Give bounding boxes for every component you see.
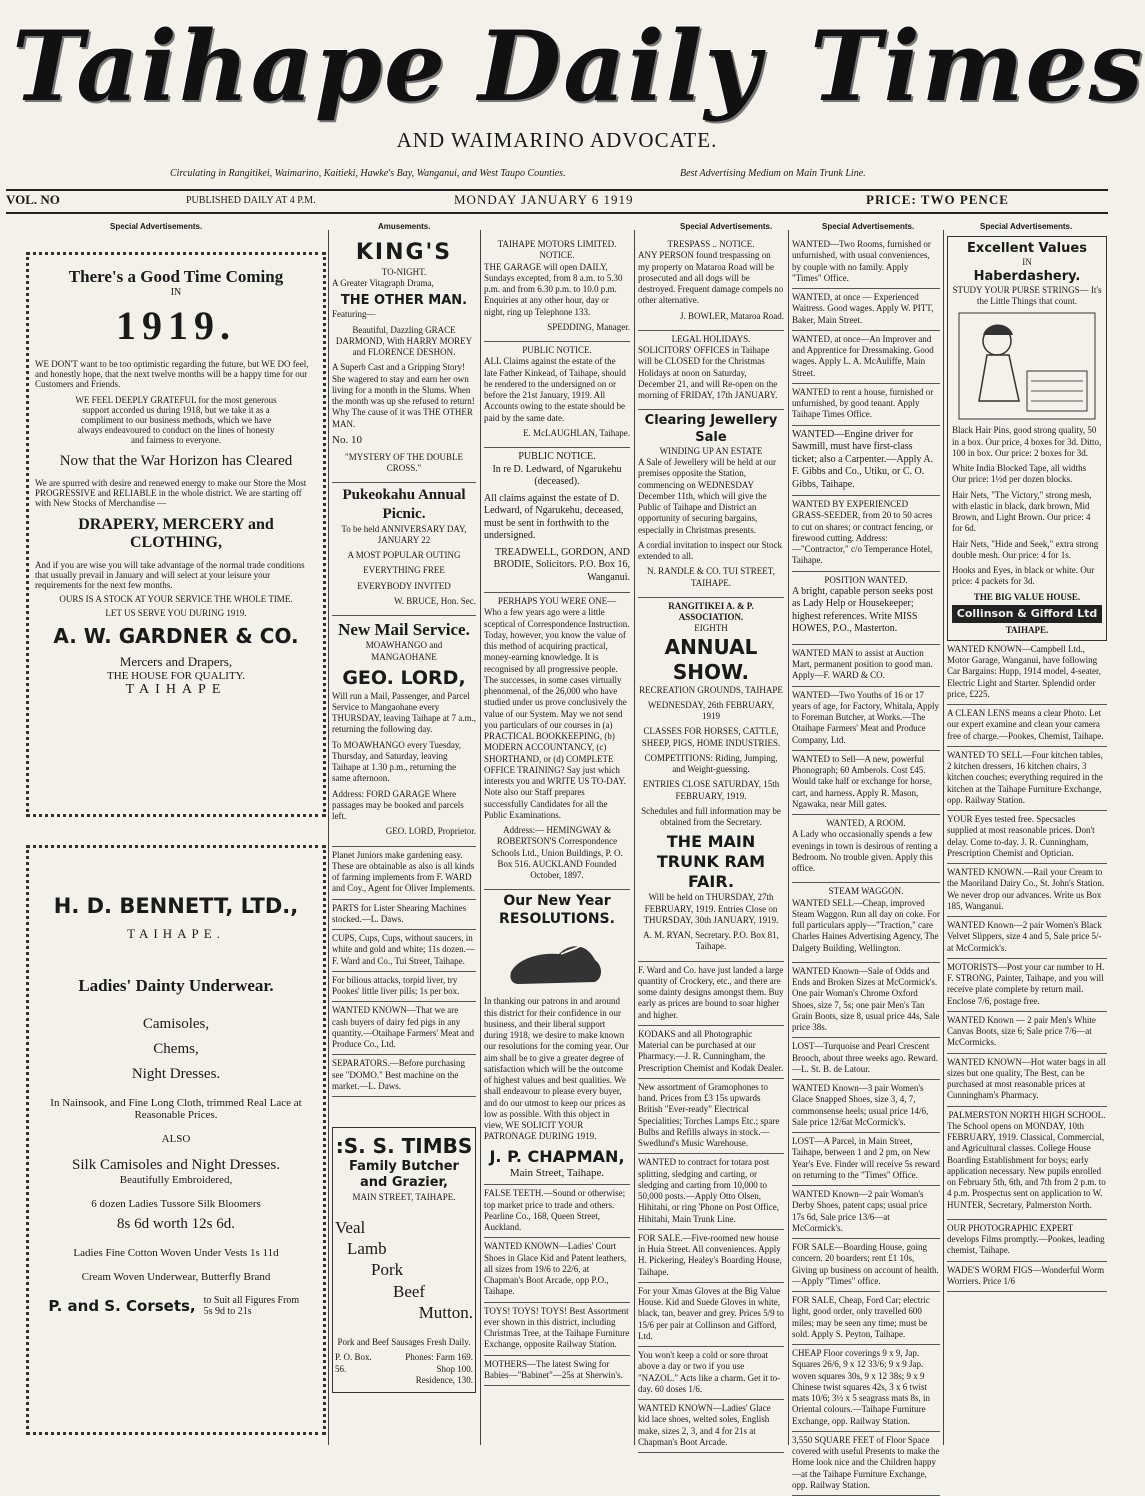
timbs-meat: Mutton. xyxy=(418,1302,473,1322)
column-heading-4: Special Advertisements. xyxy=(680,222,773,231)
notice-heading: PUBLIC NOTICE. xyxy=(522,345,592,355)
classified-ad: CUPS, Cups, Cups, without saucers, in white and gold and white; 11s dozen.—F. Ward and Co., Tui Street, Taihape. xyxy=(332,930,476,972)
bennett-corsets: P. and S. Corsets, xyxy=(48,1297,196,1315)
gardner-paragraph: We are spurred with desire and renewed energy to make our Store the Most PROGRESSIVE and RELIABLE in the whole district. We are starting off with New Stocks of Merchandise — xyxy=(35,478,307,508)
gardner-paragraph: OURS IS A STOCK AT YOUR SERVICE THE WHOLE TIME. xyxy=(59,594,293,604)
position-heading: POSITION WANTED. xyxy=(824,574,908,585)
room-heading: WANTED, A ROOM. xyxy=(826,818,906,828)
classified-ad: WANTED to Sell—A new, powerful Phonograph; 60 Amberols. Cost £45. Would take half or exchange for horse, cart, and harness. Apply R. Mason, Ngawaka, near Mill gates. xyxy=(792,751,940,815)
bennett-paragraph: In Nainsook, and Fine Long Cloth, trimmed Real Lace at Reasonable Prices. xyxy=(50,1097,302,1121)
waggon-heading: STEAM WAGGON. xyxy=(828,886,904,897)
classified-ad: WANTED KNOWN—Campbell Ltd., Motor Garage, Wanganui, have following Car Bargains: Hupp, 1914 model, 4-seater, Electric Light and Starter. Splendid order price, £225. xyxy=(947,641,1107,705)
haberdashery-in: IN xyxy=(1022,257,1032,268)
classified-ad: FOR SALE.—Five-roomed new house in Huia Street. All conveniences. Apply H. Pickering, Healey's Boarding House, Taihape. xyxy=(638,1230,784,1283)
position-text: A bright, capable person seeks post as Lady Help or Housekeeper; highest references. Write MISS HOWES, P.O., Masterton. xyxy=(792,585,934,635)
issue-price: PRICE: TWO PENCE xyxy=(866,192,1009,207)
advertising-tagline: Best Advertising Medium on Main Trunk Line. xyxy=(680,168,866,179)
gardner-paragraph: And if you are wise you will take advantage of the normal trade conditions that usually prevail in January and will select at your leisure your requirements for the next few months. xyxy=(35,560,305,590)
ram-fair-heading: THE MAIN TRUNK RAM FAIR. xyxy=(656,832,766,892)
schools-address: Address:— HEMINGWAY & ROBERTSON'S Correspondence Schools Ltd., Union Buildings, P. O. Box 516. AUCKLAND Founded October, 1897. xyxy=(491,825,623,880)
notice-text: All claims against the estate of D. Ledward, of Ngarukehu, deceased, must be sent in forthwith to the undersigned. xyxy=(484,492,624,541)
bennett-corsets-price: to Suit all Figures From 5s 9d to 21s xyxy=(203,1295,300,1317)
bennett-embroidered: Beautifully Embroidered, xyxy=(119,1174,233,1186)
column-heading-6: Special Advertisements. xyxy=(980,222,1073,231)
notice-signature: TREADWELL, GORDON, AND BRODIE, Solicitors. P.O. Box 16, Wanganui. xyxy=(493,546,630,583)
bennett-paragraph: Ladies Fine Cotton Woven Under Vests 1s 11d xyxy=(73,1247,279,1259)
column-notices xyxy=(484,236,630,1441)
show-text: WEDNESDAY, 26th FEBRUARY, 1919 xyxy=(647,699,775,721)
haberdashery-heading: Excellent Values xyxy=(967,241,1087,256)
gardner-headline: There's a Good Time Coming xyxy=(68,267,284,286)
show-text: CLASSES FOR HORSES, CATTLE, SHEEP, PIGS, HOME INDUSTRIES. xyxy=(641,726,781,748)
column-heading-2: Amusements. xyxy=(378,222,431,231)
kings-tonight: TO-NIGHT. xyxy=(381,266,427,277)
schools-text: Who a few years ago were a little sceptical of Correspondence Instruction. Today, however, you know the value of this method of acquiring practical, money-earning knowledge. It is recognised by all progressive people. The successes, in some cases virtually phenomenal, of the 26,000 who have studied under us prove conclusively the value of our System. May we not send you particulars of our courses in (a) PRACTICAL BOOKKEEPING, (b) MODERN ACCOUNTANCY, (c) SHORTHAND, or (d) COMPLETE OFFICE TRAINING? Say just which interests you and WRITE US TO-DAY. Note also our Staff prepares successfully Candidates for all the Public Examinations. xyxy=(484,607,630,820)
gardner-advertisement xyxy=(26,252,326,817)
mail-service-text: To MOAWHANGO every Tuesday, Thursday, and Saturday, leaving Taihape at 1.30 p.m., returning the same afternoon. xyxy=(332,739,462,784)
volume-number: VOL. NO xyxy=(6,192,60,207)
classified-ad: WANTED Known—3 pair Women's Glace Snapped Shoes, size 3, 4, 7, commonsense heels; usual price 14/6, Sale price 12/6at McCormick's. xyxy=(792,1080,940,1133)
kings-cast: Beautiful, Dazzling GRACE DARMOND, With HARRY MOREY and FLORENCE DESHON. xyxy=(335,324,473,357)
timbs-meat: Pork xyxy=(371,1260,404,1280)
school-text: The School opens on MONDAY, 10th FEBRUARY, 1919. Classical, Commercial, and Agricultural classes. College House Boarding Establishment for boys; early application necessary. New pupils enrolled on February 5th, 6th, and 7th from 2 p.m. to 4 p.m. Prospectus sent on application to W. HUNTER, Secretary, Palmerston North. xyxy=(947,1120,1106,1210)
classified-ad: WANTED Known—Sale of Odds and Ends and Broken Sizes at McCormick's. One pair Woman's Chrome Oxford Shoes, size 7, 5s; one pair Men's Tan Grain Boots, size 8, usual price 44s, Sale price 38s. xyxy=(792,963,940,1039)
masthead-title-word-2: Daily xyxy=(478,10,763,123)
bennett-paragraph: 6 dozen Ladies Tussore Silk Bloomers xyxy=(91,1198,261,1210)
classified-ad: MOTHERS—The latest Swing for Babies—"Babinet"—25s at Sherwin's. xyxy=(484,1356,630,1387)
lady-illustration xyxy=(957,311,1097,421)
timbs-sausages: Pork and Beef Sausages Fresh Daily. xyxy=(337,1337,471,1347)
haberdashery-slogan: STUDY YOUR PURSE STRINGS— It's the Little Things that count. xyxy=(952,284,1102,306)
resolutions-text: In thanking our patrons in and around this district for their confidence in our business, and their liberal support during 1918, we desire to make known our resolutions for the coming year. Our aim shall be to give a greater degree of satisfaction which will be the outcome of highest values and best qualities. We shall endeavour to please every buyer, and do our utmost to keep our prices as low as possible. With this object in view, WE SOLICIT YOUR PATRONAGE DURING 1919. xyxy=(484,996,629,1142)
bennett-price: 8s 6d worth 12s 6d. xyxy=(117,1216,235,1232)
classified-ad: WANTED Known—2 pair Woman's Derby Shoes, patent caps; usual price 17s 6d, Sale price 13/6—at McCormick's. xyxy=(792,1186,940,1239)
classified-ad: WANTED, at once — Experienced Waitress. Good wages. Apply W. PITT, Baker, Main Street. xyxy=(792,289,940,331)
waggon-text: WANTED SELL—Cheap, improved Steam Waggon. Run all day on coke. For full particulars apply—"Traction," care Charles Haines Advertising Agency, The Dalgety Building, Wellington. xyxy=(792,897,940,953)
classified-ad: You won't keep a cold or sore throat above a day or two if you use "NAZOL." Acts like a charm. Get it to-day. 60 doses 1/6. xyxy=(638,1347,784,1400)
classified-ad: FOR SALE—Boarding House, going concern. 20 boarders; rent £1 10s, Giving up business on account of health.—Apply "Times" office. xyxy=(792,1239,940,1292)
jewellery-sale-heading: Clearing Jewellery Sale xyxy=(644,413,778,445)
classified-ad: 3,550 SQUARE FEET of Floor Space covered with useful Presents to make the Home look nice and the Children happy—at the Taihape Furniture Exchange, opp. Railway Station. xyxy=(792,1432,940,1496)
classified-ad: KODAKS and all Photographic Material can be purchased at our Pharmacy.—J. R. Cunningham, the Prescription Chemist and Kodak Dealer. xyxy=(638,1026,784,1079)
classified-ad: LOST—Turquoise and Pearl Crescent Brooch, about three weeks ago. Reward.—L. St. B. de Latour. xyxy=(792,1038,940,1080)
mail-service-signature: GEO. LORD, Proprietor. xyxy=(385,826,476,837)
haberdashery-item: Hooks and Eyes, in black or white. Our price: 4 packets for 3d. xyxy=(952,565,1095,587)
column-special-4 xyxy=(638,236,784,1447)
motors-notice: NOTICE. xyxy=(539,250,575,261)
gardner-paragraph: WE DON'T want to be too optimistic regarding the future, but WE DO feel, and honestly hope, that the next twelve months will be a happy time for our Customers and Friends. xyxy=(35,359,309,389)
classified-ad: FOR SALE, Cheap, Ford Car; electric light, good order, only travelled 600 miles; may be seen any time; must be sold. Apply S. Peyton, Taihape. xyxy=(792,1292,940,1345)
classified-ad: WANTED—Engine driver for Sawmill, must have first-class ticket; also a Carpenter.—Apply A. F. Gibbs and Co., Utiku, or C. O. Gibbs, Taihape. xyxy=(792,426,940,497)
timbs-meat: Lamb xyxy=(347,1239,387,1258)
trespass-text: ANY PERSON found trespassing on my property on Mataroa Road will be prosecuted and all dogs will be destroyed. Frequent damage compels no other alternative. xyxy=(638,250,784,306)
gardner-paragraph: WE FEEL DEEPLY GRATEFUL for the most generous support accorded us during 1918, but we take it as a compliment to our business methods, which we have always endeavoured to conduct on the lines of honesty and fairness to everyone. xyxy=(75,395,277,445)
gardner-subheadline: Now that the War Horizon has Cleared xyxy=(59,453,293,469)
notice-text: ALL Claims against the estate of the late Father Kinkead, of Taihape, should be rendered to the undersigned on or before the 21st January, 1919. All Accounts owing to the estate should be paid by the same date. xyxy=(484,356,626,423)
column-divider xyxy=(328,230,329,1445)
classified-ad: WANTED Known—2 pair Women's Black Velvet Slippers, size 4 and 5, Sale price 5/- at McCormick's. xyxy=(947,917,1107,959)
haberdashery-item: Hair Nets, "The Victory," strong mesh, with elastic in black, dark brown, Mid Brown, and Light Brown. Our price: 4 for 6d. xyxy=(952,489,1092,534)
show-association: RANGITIKEI A. & P. ASSOCIATION. xyxy=(668,600,754,622)
masthead-title-word-3: Times xyxy=(810,10,1145,123)
picnic-heading: Pukeokahu Annual Picnic. xyxy=(342,487,466,522)
haberdashery-subheading: Haberdashery. xyxy=(973,268,1081,284)
chapman-address: Main Street, Taihape. xyxy=(509,1166,605,1179)
gardner-slogan: THE HOUSE FOR QUALITY. xyxy=(107,670,245,682)
classified-ad: WANTED KNOWN—Ladies' Court Shoes in Glace Kid and Patent leathers, all sizes from 19/6 to 22/6, at Chapman's Boot Arcade, opp P.O., Taihape. xyxy=(484,1238,630,1302)
column-heading-5: Special Advertisements. xyxy=(822,222,915,231)
classified-ad: F. Ward and Co. have just landed a large quantity of Crockery, etc., and there are some dainty designs amongst them. Buy early as prices are bound to soar higher and higher. xyxy=(638,962,784,1026)
chapman-name: J. P. CHAPMAN, xyxy=(489,1146,625,1166)
resolutions-heading: Our New Year RESOLUTIONS. xyxy=(499,893,615,927)
classified-ad: Planet Juniors make gardening easy. These are obtainable as also is all kinds of farming implements from F. WARD and Coy., Agent for Oliver Implements. xyxy=(332,847,476,900)
haberdashery-item: Hair Nets, "Hide and Seek," extra strong double mesh. Our price: 4 for 1s. xyxy=(952,538,1099,560)
classified-ad: WANTED MAN to assist at Auction Mart, permanent position to good man. Apply—F. WARD & CO. xyxy=(792,645,940,687)
bennett-item: Chems, xyxy=(153,1041,199,1057)
classified-ad: YOUR Eyes tested free. Specsacles supplied at most reasonable prices. Don't delay. Come to-day. J. R. Cunningham, Prescription Chemist and Optician. xyxy=(947,811,1107,864)
show-text: Schedules and full information may be obtained from the Secretary. xyxy=(641,805,781,827)
classified-ad: MOTORISTS—Post your car number to H. F. STRONG, Painter, Taihape, and you will receive plate complete by return mail. Enclose 7/6, postage free. xyxy=(947,959,1107,1012)
notice-text: In re D. Ledward, of Ngarukehu (deceased). xyxy=(492,463,622,487)
jewellery-sale-signature: N. RANDLE & CO. TUI STREET, TAIHAPE. xyxy=(647,566,775,588)
jewellery-sale-sub: WINDING UP AN ESTATE xyxy=(659,445,763,456)
show-heading: ANNUAL SHOW. xyxy=(664,634,758,684)
bennett-item: Camisoles, xyxy=(142,1016,210,1032)
show-text: RECREATION GROUNDS, TAIHAPE xyxy=(639,684,783,695)
timbs-phones: Phones: Farm 169. Shop 100. Residence, 130. xyxy=(405,1352,473,1385)
trespass-signature: J. BOWLER, Mataroa Road. xyxy=(680,310,784,321)
publishing-schedule: PUBLISHED DAILY AT 4 P.M. xyxy=(186,195,316,206)
classified-ad: WANTED BY EXPERIENCED GRASS-SEEDER, from 20 to 50 acres to cut on shares; or contract fencing, or firewood cutting. Address:—"Contractor," c/o Temperance Hotel, Taihape. xyxy=(792,496,940,572)
picnic-signature: W. BRUCE, Hon. Sec. xyxy=(394,595,476,606)
bennett-firm-name: H. D. BENNETT, LTD., xyxy=(53,894,299,918)
notice-signature: E. McLAUGHLAN, Taihape. xyxy=(523,427,630,438)
classified-ad: For your Xmas Gloves at the Big Value House. Kid and Suede Gloves in white, black, tan, beaver and grey. Prices 5/9 to 15/6 per pair at Collinson and Gifford, Ltd. xyxy=(638,1283,784,1347)
bennett-underwear-heading: Ladies' Dainty Underwear. xyxy=(78,976,274,995)
classified-ad: WANTED KNOWN.—Rail your Cream to the Maoriland Dairy Co., St. John's Station. We never drop our advances. Write us Box 185, Wanganui. xyxy=(947,864,1107,917)
ram-fair-text: Will be held on THURSDAY, 27th FEBRUARY, 1919. Entries Close on THURSDAY, 30th JANUARY, 1919. xyxy=(643,892,779,925)
schools-heading: PERHAPS YOU WERE ONE— xyxy=(497,596,617,606)
bennett-silk-heading: Silk Camisoles and Night Dresses. xyxy=(72,1157,280,1173)
room-text: A Lady who occasionally spends a few evenings in town is desirous of renting a Bedroom. No trouble given. Apply this office. xyxy=(792,829,938,873)
classified-ad: LOST—A Parcel, in Main Street, Taihape, between 1 and 2 pm, on New Year's Eve. Finder will receive 5s reward on returning to the "Times" Office. xyxy=(792,1133,940,1186)
classified-ad: WANTED TO SELL—Four kitchen tables, 2 kitchen dressers, 16 kitchen chairs, 3 kitchen couches; everything required in the kitchen at the Taihape Furniture Exchange, opp. Railway Station. xyxy=(947,747,1107,811)
holidays-heading: LEGAL HOLIDAYS. xyxy=(671,333,751,344)
mail-service-text: Will run a Mail, Passenger, and Parcel Service to Mangaohane every THURSDAY, leaving Taihape at 7 a.m., returning the following day. xyxy=(332,690,476,735)
classified-ad: TOYS! TOYS! TOYS! Best Assortment ever shown in this district, including Christmas Tree, at the Taihape Furniture Exchange, opposite Railway Station. xyxy=(484,1303,630,1356)
kings-text: Featuring— xyxy=(332,309,376,320)
mail-service-operator: GEO. LORD, xyxy=(342,666,466,689)
classified-ad: WANTED KNOWN—That we are cash buyers of dairy fed pigs in any quantity.—Otaihape Farmers' Meat and Produce Co., Ltd. xyxy=(332,1002,476,1055)
classified-ad: WADE'S WORM FIGS—Wonderful Worm Worriers. Price 1/6 xyxy=(947,1262,1107,1293)
kings-text: A Superb Cast and a Gripping Story! She wagered to stay and earn her own living for a month in the Slums. When the month was up she refused to return! Why The cause of it was THE OTHER MAN. xyxy=(332,362,475,429)
bennett-corsets-row xyxy=(35,1295,317,1317)
mail-service-text: Address: FORD GARAGE Where passages may be booked and parcels left. xyxy=(332,788,464,821)
bennett-also: ALSO xyxy=(161,1133,191,1145)
masthead-title-word-1: Taihape xyxy=(12,10,448,123)
picnic-text: To be held ANNIVERSARY DAY, JANUARY 22 xyxy=(341,523,467,545)
classified-ad: WANTED, at once—An Improver and and Apprentice for Dressmaking. Good wages. Apply L. A. McAuliffe, Main Street. xyxy=(792,331,940,384)
classified-ad: CHEAP Floor coverings 9 x 9, Jap. Squares 26/6, 9 x 12 33/6; 9 x 9 Jap. woven squares 30s, 9 x 12 38s; 9 x 9 Chinese twist squares 42s, 3 x 6 twist mats 10/6; 3½ x 5 seagrass mats 8s, in Oriental colours.—Taihape Furniture Exchange, opp. Railway Station. xyxy=(792,1345,940,1432)
collinson-gifford-town: TAIHAPE. xyxy=(1005,624,1049,635)
gardner-paragraph: LET US SERVE YOU DURING 1919. xyxy=(105,608,247,618)
picnic-text: EVERYBODY INVITED xyxy=(357,580,451,591)
jewellery-sale-text: A cordial invitation to inspect our Stock extended to all. xyxy=(638,539,782,561)
ram-fair-signature: A. M. RYAN, Secretary. P.O. Box 81, Taihape. xyxy=(643,930,779,952)
haberdashery-item: White India Blocked Tape, all widths Our price: 1½d per dozen blocks. xyxy=(952,463,1087,485)
classified-ad: PARTS for Lister Shearing Machines stocked.—L. Daws. xyxy=(332,900,476,931)
classified-ad: WANTED—Two Youths of 16 or 17 years of age, for Factory, Whitala, Apply to Foreman Butcher, at Works.—The Otaihape Farmers' Meat and Produce Company, Ltd. xyxy=(792,687,940,751)
show-text: ENTRIES CLOSE SATURDAY, 15th FEBRUARY, 1919. xyxy=(642,779,780,801)
kings-film-title: THE OTHER MAN. xyxy=(340,293,468,308)
mail-service-route: MOAWHANGO and MANGAOHANE xyxy=(365,640,443,662)
timbs-address: MAIN STREET, TAIHAPE. xyxy=(352,1191,456,1202)
mail-service-heading: New Mail Service. xyxy=(338,620,470,639)
column-divider xyxy=(788,230,789,1445)
kings-theatre-name: KING'S xyxy=(355,240,453,265)
shoe-illustration xyxy=(507,932,607,992)
classified-ad: WANTED KNOWN—Ladies' Glace kid lace shoes, welted soles, English make, sizes 2, 3, and 4 for 21s at Chapman's Boot Arcade. xyxy=(638,1400,784,1453)
bennett-town: TAIHAPE. xyxy=(127,926,225,941)
collinson-gifford-logo: Collinson & Gifford Ltd xyxy=(952,605,1102,623)
show-eighth: EIGHTH xyxy=(694,623,728,634)
motors-signature: SPEDDING, Manager. xyxy=(547,321,630,332)
gardner-trade: Mercers and Drapers, xyxy=(119,654,233,669)
timbs-name: :S. S. TIMBS xyxy=(335,1134,473,1158)
picnic-text: EVERYTHING FREE xyxy=(363,565,445,576)
issue-info-bar xyxy=(6,192,1108,212)
timbs-po-box: P. O. Box. 56. xyxy=(335,1352,372,1374)
column-divider xyxy=(480,230,481,1445)
classified-ad: For bilious attacks, torpid liver, try Pookes' little liver pills; 1s per box. xyxy=(332,972,476,1003)
motors-heading: TAIHAPE MOTORS LIMITED. xyxy=(497,239,617,249)
classified-ad: WANTED to rent a house, furnished or unfurnished, by good tenant. Apply Taihape Times Office. xyxy=(792,384,940,426)
picnic-text: A MOST POPULAR OUTING xyxy=(347,550,461,560)
column-special-5 xyxy=(792,236,940,1490)
notice-heading: PUBLIC NOTICE. xyxy=(518,451,596,462)
gardner-town: TAIHAPE xyxy=(125,682,227,697)
classified-ad: WANTED Known — 2 pair Men's White Canvas Boots, size 6; Sale price 7/6—at McCormicks. xyxy=(947,1012,1107,1054)
classified-ad: WANTED KNOWN—Hot water bags in all sizes but one quality, The Best, can be purchased at most reasonable prices at Cunningham's Pharmacy. xyxy=(947,1054,1107,1107)
masthead-subtitle: AND WAIMARINO ADVOCATE. xyxy=(396,128,718,152)
motors-text: THE GARAGE will open DAILY, Sundays excepted, from 8 a.m. to 5.30 p.m. and from 6.30 p.m. to 10.0 p.m. Enquiries at any other hour, day or night, ring up Telephone 133. xyxy=(484,261,623,317)
circulation-line: Circulating in Rangitikei, Waimarino, Kaitieki, Hawke's Bay, Wanganui, and West Taupo Counties. xyxy=(170,168,566,179)
kings-episode: No. 10 xyxy=(332,433,362,446)
classified-ad: A CLEAN LENS means a clear Photo. Let our expert examine and clean your camera free of charge.—Pookes, Chemist, Taihape. xyxy=(947,705,1107,747)
classified-ad: New assortment of Gramophones to hand. Prices from £3 15s upwards British "Ever-ready" Electrical Specialities; Torches Lamps Etc.; spare Bulbs and Refills always in stock.—Swedlund's Music Warehouse. xyxy=(638,1079,784,1155)
classified-ad: WANTED—Two Rooms, furnished or unfurnished, with usual conveniences, by couple with no family. Apply "Times" Office. xyxy=(792,236,940,289)
gardner-firm-name: A. W. GARDNER & CO. xyxy=(53,624,299,648)
gardner-merchandise-heading: DRAPERY, MERCERY and CLOTHING, xyxy=(78,516,274,551)
column-heading-1: Special Advertisements. xyxy=(110,222,203,231)
gardner-in: IN xyxy=(170,287,182,298)
column-divider xyxy=(943,230,944,1445)
issue-date: MONDAY JANUARY 6 1919 xyxy=(454,192,634,207)
rule-bottom xyxy=(6,212,1108,214)
trespass-heading: TRESPASS .. NOTICE. xyxy=(667,239,755,249)
haberdashery-slogan-2: THE BIG VALUE HOUSE. xyxy=(973,591,1081,602)
rule-top xyxy=(6,189,1108,191)
holidays-text: SOLICITORS' OFFICES in Taihape will be CLOSED for the Christmas Holidays at noon on Saturday, December 21, and will Re-open on the morning of FRIDAY, 17th JANUARY. xyxy=(638,345,778,400)
haberdashery-item: Black Hair Pins, good strong quality, 50 in a box. Our price, 4 boxes for 3d. Ditto, 100 in box. Our price: 2 boxes for 3d. xyxy=(952,425,1102,458)
gardner-year: 1919. xyxy=(116,303,236,348)
school-heading: PALMERSTON NORTH HIGH SCHOOL. xyxy=(948,1109,1106,1120)
kings-serial-title: "MYSTERY OF THE DOUBLE CROSS." xyxy=(345,451,463,473)
classified-ad: SEPARATORS.—Before purchasing see "DOMO." Best machine on the market.—L. Daws. xyxy=(332,1055,476,1097)
timbs-trade: Family Butcher and Grazier, xyxy=(349,1159,459,1191)
timbs-meat: Veal xyxy=(335,1217,366,1237)
classified-ad: WANTED to contract for totara post splitting, sledging and carting, or sledging and carting from 10,000 to 50,000 posts.—Apply Otto Olsen, Hihitahi, or ring 'Phone on Post Office, Hihitahi, Main Trunk Line. xyxy=(638,1154,784,1230)
kings-text: A Greater Vitagraph Drama, xyxy=(332,277,434,288)
bennett-item: Night Dresses. xyxy=(131,1066,221,1082)
show-text: COMPETITIONS: Riding, Jumping, and Weight-guessing. xyxy=(644,752,778,774)
classified-ad: OUR PHOTOGRAPHIC EXPERT develops Films promptly.—Pookes, leading chemist, Taihape. xyxy=(947,1220,1107,1262)
jewellery-sale-text: A Sale of Jewellery will be held at our premises opposite the Station, commencing on WEDNESDAY December 11th, which will give the Public of Taihape and District an opportunity of securing bargains, especially in Christmas presents. xyxy=(638,457,776,535)
column-amusements xyxy=(332,236,476,1441)
timbs-meat: Beef xyxy=(393,1281,426,1301)
bennett-paragraph: Cream Woven Underwear, Butterfly Brand xyxy=(81,1271,271,1283)
column-divider xyxy=(634,230,635,1445)
column-special-6 xyxy=(947,236,1107,1441)
classified-ad: FALSE TEETH.—Sound or otherwise; top market price to trade and others. Pearline Co., 168, Queen Street, Auckland. xyxy=(484,1185,630,1238)
bennett-advertisement xyxy=(26,845,326,1435)
